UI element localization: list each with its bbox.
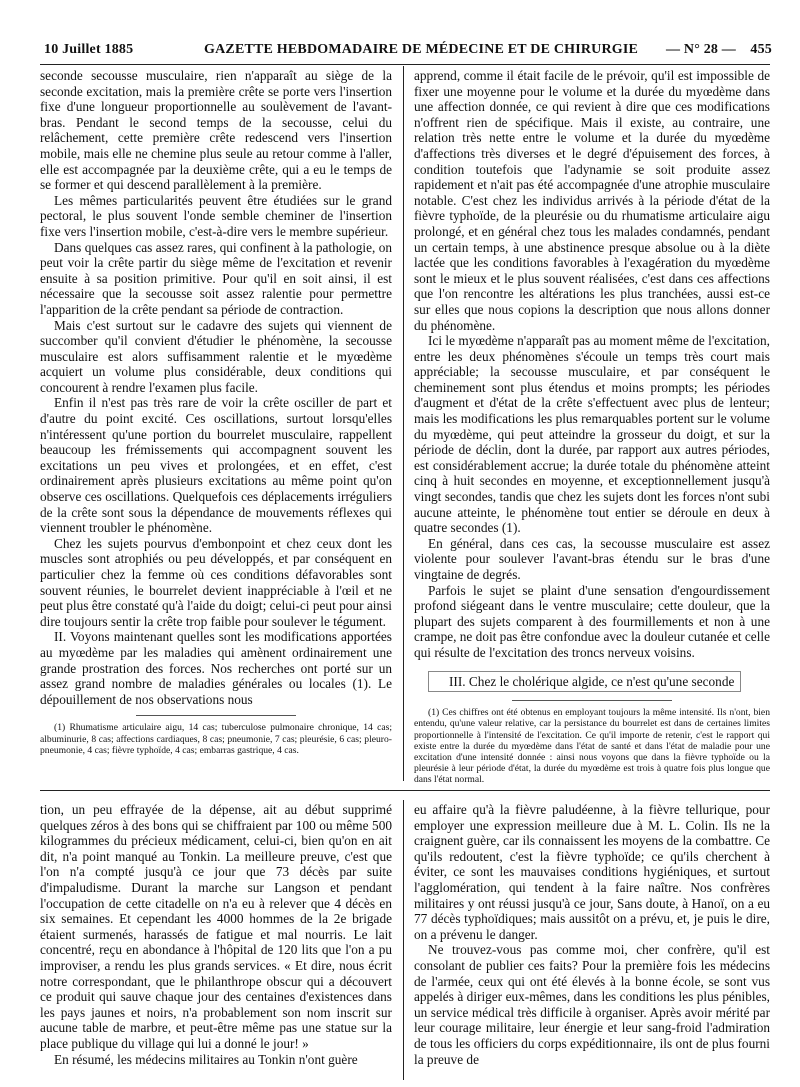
paragraph: Dans quelques cas assez rares, qui confinent à la pathologie, on peut voir la crête partir du siège même de l'excitation et revenir ensuite à sa position primitive. Pour qu'il en soit ainsi, il est nécessaire que la secousse soit assez ralentie pour permettre l'apparition de la crête pendant sa période de contraction. <box>40 239 392 317</box>
paragraph: eu affaire qu'à la fièvre paludéenne, à la fièvre tellurique, pour employer une expression meilleure due à M. L. Colin. Ils ne la craignent guère, car ils connaissent les moyens de la combattre. Ce qu'ils redoutent, c'est la fièvre typhoïde; ce qu'ils cherchent à éviter, ce sont les mauvaises conditions hygiéniques, et surtout l'agglomération, qui tendent à la faire naître. Nos confrères militaires y ont réussi jusqu'à ce jour, Sans doute, à Hanoï, on a eu 77 décès typhoïdiques; mais aussitôt on a prévu, et, je puis le dire, on a prévenu le danger. <box>414 802 770 942</box>
column-divider-top <box>403 66 404 781</box>
footnote: (1) Ces chiffres ont été obtenus en employant toujours la même intensité. Ils n'ont, bien entendu, qu'une valeur relative, car la persistance du bourrelet est dans de certaines limites proportionnelle à l'intensité de l'excitation. Ce qu'il importe de retenir, c'est le rapport qui existe entre la durée du myœdème dans l'état de santé et dans l'état de maladie pour une excitation d'une intensité donnée : ainsi nous voyons que dans la fièvre typhoïde ou la pleurésie à leur période d'état, la durée du myœdème est trois à quatre fois plus longue que dans l'état normal. <box>414 707 770 786</box>
paragraph: Les mêmes particularités peuvent être étudiées sur le grand pectoral, le plus souvent l'onde semble cheminer de l'insertion fixe vers l'insertion mobile, c'est-à-dire vers le membre supérieur. <box>40 192 392 239</box>
footnote: (1) Rhumatisme articulaire aigu, 14 cas; tuberculose pulmonaire chronique, 14 cas; albuminurie, 8 cas; affections cardiaques, 8 cas; pneumonie, 7 cas; pleurésie, 6 cas; pleuro-pneumonie, 4 cas; fièvre typhoïde, 4 cas; embarras gastrique, 4 cas. <box>40 722 392 756</box>
footnote-rule <box>512 700 672 701</box>
paragraph: apprend, comme il était facile de le prévoir, qu'il est impossible de fixer une moyenne pour le volume et la durée du myœdème dans une affection donnée, ce qui revient à dire que ces modifications n'offrent rien de spécifique. Mais il existe, au contraire, une relation très nette entre le volume et la durée du myœdème d'affections très diverses et le degré d'épuisement des forces, à condition toutefois que l'adynamie se soit produite assez rapidement et n'ait pas été accompagnée d'une atrophie musculaire notable. C'est chez les individus arrivés à la période d'état de la fièvre typhoïde, de la pleurésie ou du rhumatisme articulaire aigu prolongé, et en général chez tous les malades condamnés, pendant un certain temps, à une abstinence presque absolue ou à la diète lactée que les conditions favorables à l'exagération du myœdème sont le mieux et le plus souvent réalisées, c'est dans ces affections que l'on rencontre les altérations les plus tranchées, aussi est-ce sur elles que nous copions la description que nous allons donner du phénomène. <box>414 68 770 333</box>
paragraph: En résumé, les médecins militaires au Tonkin n'ont guère <box>54 1051 358 1067</box>
paragraph: Chez les sujets pourvus d'embonpoint et chez ceux dont les muscles sont atrophiés ou peu développés, et par conséquent en particulier chez la femme où ces conditions défavorables sont souvent réunies, le bourrelet devient inappréciable à l'œil et ne peut plus être constaté qu'à l'aide du doigt; celui-ci peut pour ainsi dire toujours sentir la crête trop faible pour soulever le tégument. <box>40 535 392 629</box>
paragraph: Parfois le sujet se plaint d'une sensation d'engourdissement profond siégeant dans le ventre musculaire; cette douleur, que la plupart des sujets comparent à des fourmillements et non à une crampe, ne doit pas être confondue avec la douleur cutanée et celle qui résulte de l'excitation des troncs nerveux voisins. <box>414 582 770 660</box>
paragraph: Ne trouvez-vous pas comme moi, cher confrère, qu'il est consolant de publier ces faits? Pour la première fois les médecins de l'armée, ceux qui ont été élevés à la bonne école, se sont vus appelés à diriger eux-mêmes, dans les conditions les plus pénibles, un service médical très difficile à organiser. Après avoir mérité par leur courage militaire, leur énergie et leur sang-froid l'admiration de tous les officiers du corps expéditionnaire, ils ont de plus fourni la preuve de <box>414 942 770 1067</box>
page-header <box>44 42 772 64</box>
section-heading <box>414 671 770 693</box>
section-divider <box>40 790 770 791</box>
article-column-top-left <box>40 68 392 756</box>
paragraph: Mais c'est surtout sur le cadavre des sujets qui viennent de succomber qu'il convient d'étudier le phénomène, la secousse musculaire est alors suffisamment ralentie et le myœdème acquiert un volume plus considérable, deux conditions qui concourent à rendre l'examen plus facile. <box>40 317 392 395</box>
issue-date: 10 Juillet 1885 <box>44 42 134 57</box>
paragraph: Enfin il n'est pas très rare de voir la crête osciller de part et d'autre du point excité. Ces oscillations, surtout lorsqu'elles n'intéressent qu'une portion du bourrelet musculaire, rappellent beaucoup les frémissements qui accompagnent souvent les excitations un peu vives et prolongées, et en effet, c'est ordinairement après plusieurs excitations au même point qu'on observe ces oscillations. Quelquefois ces déplacements irréguliers de la crête sont sous la dépendance de mouvements réflexes qui viennent troubler le phénomène. <box>40 395 392 536</box>
header-rule <box>40 64 770 65</box>
paragraph: En général, dans ces cas, la secousse musculaire est assez violente pour soulever l'avant-bras étendu sur le bras d'une vingtaine de degrés. <box>414 535 770 582</box>
section-heading-text: III. Chez le cholérique algide, ce n'est qu'une seconde <box>428 671 741 693</box>
footnote-rule <box>136 715 296 716</box>
article-column-bottom-left <box>40 802 392 1067</box>
paragraph: seconde secousse musculaire, rien n'apparaît au siège de la seconde excitation, mais la première crête se porte vers l'insertion fixe d'une longueur proportionnelle au soulèvement de l'avant-bras. Pendant le second temps de la secousse, celui du relâchement, cette première crête redescend vers l'insertion mobile, mais elle ne chemine plus seule au retour comme à l'aller, elle est accompagnée par la deuxième crête, qui a eu le temps de se former et qui descend parallèlement à la première. <box>40 68 392 193</box>
article-column-top-right <box>414 68 770 786</box>
article-column-bottom-right <box>414 802 770 1067</box>
journal-title: GAZETTE HEBDOMADAIRE DE MÉDECINE ET DE CHIRURGIE <box>204 42 639 57</box>
issue-number: — N° 28 — <box>666 42 737 57</box>
paragraph: tion, un peu effrayée de la dépense, ait au début supprimé quelques zéros à des bons qui se chiffraient par 100 ou même 500 kilogrammes du précieux médicament, celui-ci, bien qu'on en ait dit, n'a point manqué au Tonkin. La meilleure preuve, c'est que l'on n'a compté jusqu'à ce jour que 73 décès par suite d'impaludisme. Durant la marche sur Langson et pendant l'occupation de cette citadelle on n'a eu à relever que 4 décès en six semaines. Et cependant les 4000 hommes de la 2e brigade étaient surmenés, harassés de fatigue et mal nourris. Le lait concentré, reçu en abondance à l'hôpital de 120 lits que l'on a pu improviser, a rendu les plus grands services. « Et dire, nous écrit notre correspondant, que le philanthrope obscur qui a découvert ce produit qui sauve chaque jour des centaines d'existences dans les pays jaunes et noirs, n'a probablement son nom inscrit sur aucune table de marbre, et peut-être même pas une statue sur la place publique du village qui lui a donné le jour! » <box>40 802 392 1051</box>
column-divider-bottom <box>403 800 404 1080</box>
page-number: 455 <box>750 42 772 57</box>
paragraph: Ici le myœdème n'apparaît pas au moment même de l'excitation, entre les deux phénomènes s'écoule un temps très court mais appréciable; la secousse musculaire, et par conséquent le cheminement sont plus étendus et moins prompts; les périodes d'augment et d'état de la crête s'effectuent avec plus de lenteur; mais les modifications les plus remarquables portent sur le volume du myœdème, qui peut atteindre la grosseur du doigt, et sur la période de déclin, dont la durée, par rapport aux autres périodes, est considérablement accrue; la durée totale du phénomène atteint cinq à huit secondes en moyenne, et exceptionnellement jusqu'à vingt secondes, tandis que chez les sujets dont les forces n'ont subi aucune atteinte, le phénomène tout entier se déroule en deux à quatre secondes (1). <box>414 333 770 536</box>
paragraph: II. Voyons maintenant quelles sont les modifications apportées au myœdème par les maladies qui amènent ordinairement une grande prostration des forces. Nos recherches ont porté sur un assez grand nombre de maladies générales ou locales (1). Le dépouillement de nos observations nous <box>40 629 392 707</box>
